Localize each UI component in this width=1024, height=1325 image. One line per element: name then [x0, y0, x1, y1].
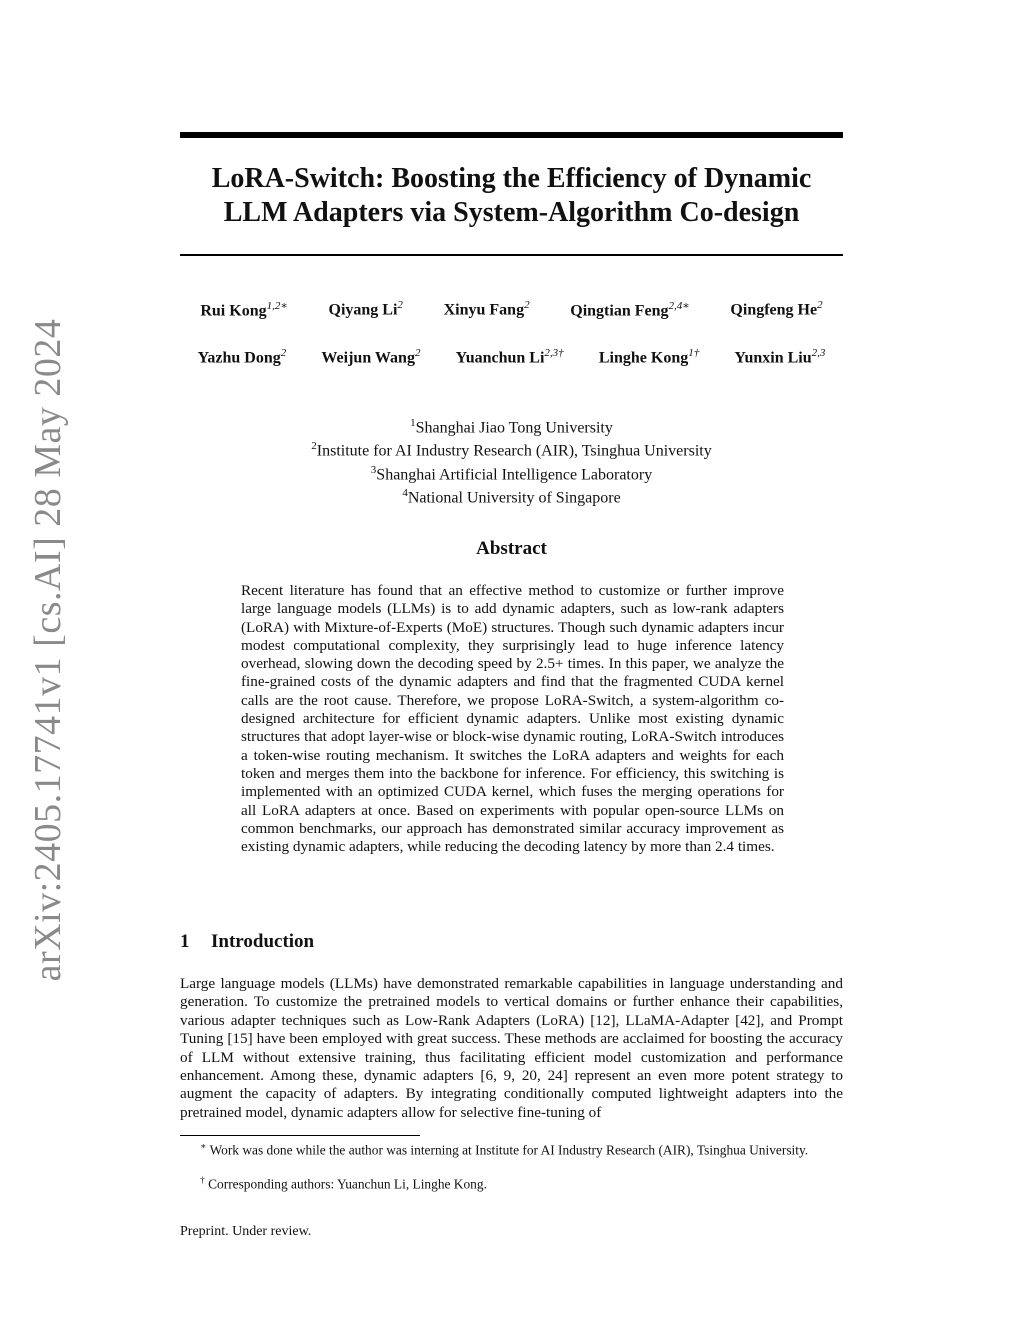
author-row-2	[180, 347, 843, 367]
affiliation: $^3$Shanghai Artificial Intelligence Laboratory	[370, 463, 653, 483]
section-number: 1	[180, 931, 190, 952]
author: Qingfeng He$^2$	[730, 299, 823, 319]
author: Yuanchun $Li^{2,3\dagger}$	[455, 347, 564, 367]
author: Rui Kong$^{1,2∗}$	[200, 300, 288, 320]
introduction-paragraph: Large language models (LLMs) have demonstrated remarkable capabilities in language understanding and generation. To customize the pretrained models to vertical domains or further enhance their capabilities, various adapter techniques such as Low-Rank Adapters (LoRA) [12], LLaMA-Adapter [42], and Prompt Tuning [15] have been employed with great success. These methods are acclaimed for boosting the accuracy of LLM without extensive training, thus facilitating efficient model customization and performance enhancement. Among these, dynamic adapters [6, 9, 20, 24] represent an even more potent strategy to augment the capacity of adapters. By integrating conditionally computed lightweight adapters into the pretrained model, dynamic adapters allow for selective fine-tuning of	[180, 975, 843, 1121]
affiliation: $^1$Shanghai Jiao Tong University	[410, 417, 613, 437]
author: Linghe Kong$^{1\dagger}$	[598, 347, 700, 367]
section-heading-introduction	[180, 931, 314, 953]
author: Qingtian Feng$^{2,4∗}$	[570, 300, 690, 320]
author: Weijun Wang$^2$	[321, 347, 421, 367]
affiliation: $^4$National University of Singapore	[402, 486, 621, 507]
title-top-rule	[180, 132, 843, 138]
author: Yazhu Dong$^2$	[197, 347, 287, 367]
affiliation: $^2$Institute for AI Industry Research (AIR), Tsinghua University	[311, 440, 712, 460]
abstract-text: Recent literature has found that an effective method to customize or further improve large language models (LLMs) is to add dynamic adapters, such as low-rank adapters (LoRA) with Mixture-of-Experts (MoE) structures. Though such dynamic adapters incur modest computational complexity, they surprisingly lead to huge inference latency overhead, slowing down the decoding speed by 2.5+ times. In this paper, we analyze the fine-grained costs of the dynamic adapters and find that the fragmented CUDA kernel calls are the root cause. Therefore, we propose LoRA-Switch, a system-algorithm co-designed architecture for efficient dynamic adapters. Unlike most existing dynamic structures that adopt layer-wise or block-wise dynamic routing, LoRA-Switch introduces a token-wise routing mechanism. It switches the LoRA adapters and weights for each token and merges them into the backbone for inference. For efficiency, this switching is implemented with an optimized CUDA kernel, which fuses the merging operations for all LoRA adapters at once. Based on experiments with popular open-source LLMs on common benchmarks, our approach has demonstrated similar accuracy improvement as existing dynamic adapters, while reducing the decoding latency by more than 2.4 times.	[241, 582, 784, 856]
preprint-notice: Preprint. Under review.	[180, 1224, 312, 1239]
footnote-corresponding: † Corresponding authors: Yuanchun Li, Linghe Kong.	[200, 1176, 487, 1192]
affiliations	[180, 414, 843, 507]
footnote-divider	[180, 1135, 420, 1136]
paper-title	[180, 162, 843, 230]
title-line-2: LLM Adapters via System-Algorithm Co-design	[223, 197, 800, 228]
title-line-1: LoRA-Switch: Boosting the Efficiency of Dynamic	[211, 163, 812, 194]
section-title: Introduction	[211, 931, 315, 952]
abstract-heading: Abstract	[476, 538, 547, 559]
footnote-internship: ∗ Work was done while the author was interning at Institute for AI Industry Research (AIR), Tsinghua University.	[200, 1142, 809, 1158]
title-bottom-rule	[180, 254, 843, 256]
author: Yunxin Liu$^{2,3}$	[734, 347, 826, 367]
author-row-1	[180, 299, 843, 320]
author: Xinyu Fang$^2$	[443, 299, 530, 319]
author: Qiyang Li$^2$	[328, 299, 403, 319]
arxiv-identifier-stamp: arXiv:2405.17741v1 [cs.AI] 28 May 2024	[27, 318, 69, 982]
